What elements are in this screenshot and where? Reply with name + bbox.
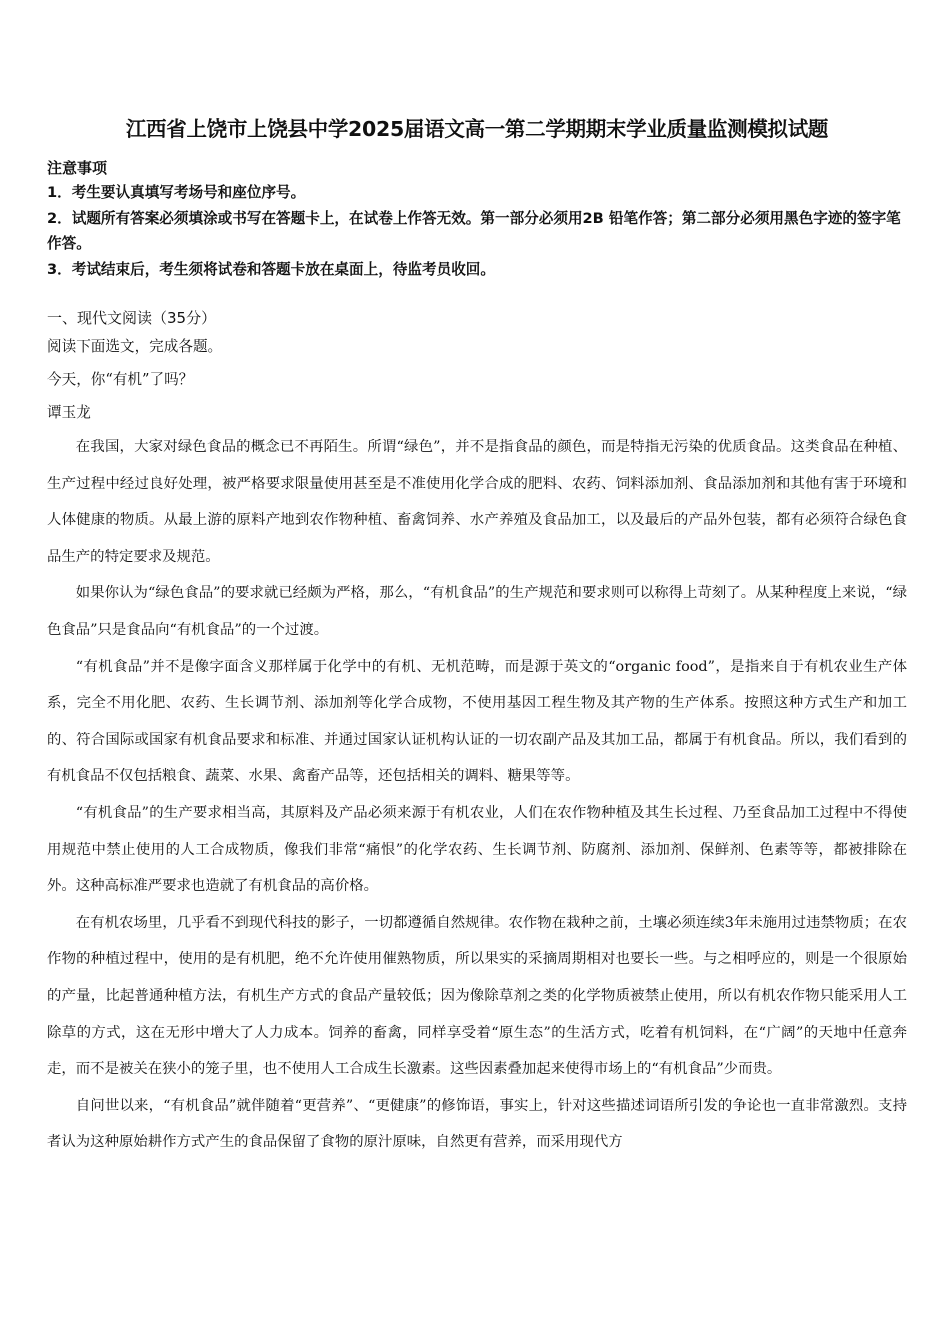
spacer	[47, 282, 907, 304]
article-paragraph: 在我国，大家对绿色食品的概念已不再陌生。所谓“绿色”，并不是指食品的颜色，而是特指无污染的优质食品。这类食品在种植、生产过程中经过良好处理，被严格要求限量使用甚至是不准使用化学合成的肥料、农药、饲料添加剂、食品添加剂和其他有害于环境和人体健康的物质。从最上游的原料产地到农作物种植、畜禽饲养、水产养殖及食品加工，以及最后的产品外包装，都有必须符合绿色食品生产的特定要求及规范。	[47, 439, 907, 565]
article-paragraph: 在有机农场里，几乎看不到现代科技的影子，一切都遵循自然规律。农作物在栽种之前，土壤必须连续3年未施用过违禁物质；在农作物的种植过程中，使用的是有机肥，绝不允许使用催熟物质，所以果实的采摘周期相对也要长一些。与之相呼应的，则是一个很原始的产量，比起普通种植方法，有机生产方式的食品产量较低；因为像除草剂之类的化学物质被禁止使用，所以有机农作物只能采用人工除草的方式，这在无形中增大了人力成本。饲养的畜禽，同样享受着“原生态”的生活方式，吃着有机饲料，在“广阔”的天地中任意奔走，而不是被关在狭小的笼子里，也不使用人工合成生长激素。这些因素叠加起来使得市场上的“有机食品”少而贵。	[47, 914, 907, 1078]
section-heading: 一、现代文阅读（35分）	[47, 309, 217, 327]
article-author: 谭玉龙	[47, 404, 91, 421]
reading-instruction: 阅读下面选文，完成各题。	[47, 338, 223, 355]
notice-item: 3．考试结束后，考生须将试卷和答题卡放在桌面上，待监考员收回。	[47, 260, 495, 278]
article-title: 今天，你“有机”了吗？	[47, 371, 194, 388]
document-page	[47, 112, 907, 1161]
article-paragraph: 自问世以来，“有机食品”就伴随着“更营养”、“更健康”的修饰语，事实上，针对这些描述词语所引发的争论也一直非常激烈。支持者认为这种原始耕作方式产生的食品保留了食物的原汁原味，自然更有营养，而采用现代方	[47, 1097, 907, 1151]
notice-heading: 注意事项	[47, 159, 108, 177]
article-paragraph: “有机食品”并不是像字面含义那样属于化学中的有机、无机范畴，而是源于英文的“organic food”，是指来自于有机农业生产体系，完全不用化肥、农药、生长调节剂、添加剂等化学合成物，不使用基因工程生物及其产物的生产体系。按照这种方式生产和加工的、符合国际或国家有机食品要求和标准、并通过国家认证机构认证的一切农副产品及其加工品，都属于有机食品。所以，我们看到的有机食品不仅包括粮食、蔬菜、水果、禽畜产品等，还包括相关的调料、糖果等等。	[47, 658, 907, 785]
article-paragraph: 如果你认为“绿色食品”的要求就已经颇为严格，那么，“有机食品”的生产规范和要求则可以称得上苛刻了。从某种程度上来说，“绿色食品”只是食品向“有机食品”的一个过渡。	[47, 585, 907, 638]
notice-item: 2．试题所有答案必须填涂或书写在答题卡上，在试卷上作答无效。第一部分必须用2B 铅笔作答；第二部分必须用黑色字迹的签字笔作答。	[47, 209, 901, 252]
article-paragraph: “有机食品”的生产要求相当高，其原料及产品必须来源于有机农业，人们在农作物种植及其生长过程、乃至食品加工过程中不得使用规范中禁止使用的人工合成物质，像我们非常“痛恨”的化学农药、生长调节剂、防腐剂、添加剂、保鲜剂、色素等等，都被排除在外。这种高标准严要求也造就了有机食品的高价格。	[47, 804, 907, 895]
notice-item: 1．考生要认真填写考场号和座位序号。	[47, 184, 306, 201]
document-title: 江西省上饶市上饶县中学2025届语文高一第二学期期末学业质量监测模拟试题	[125, 117, 829, 141]
